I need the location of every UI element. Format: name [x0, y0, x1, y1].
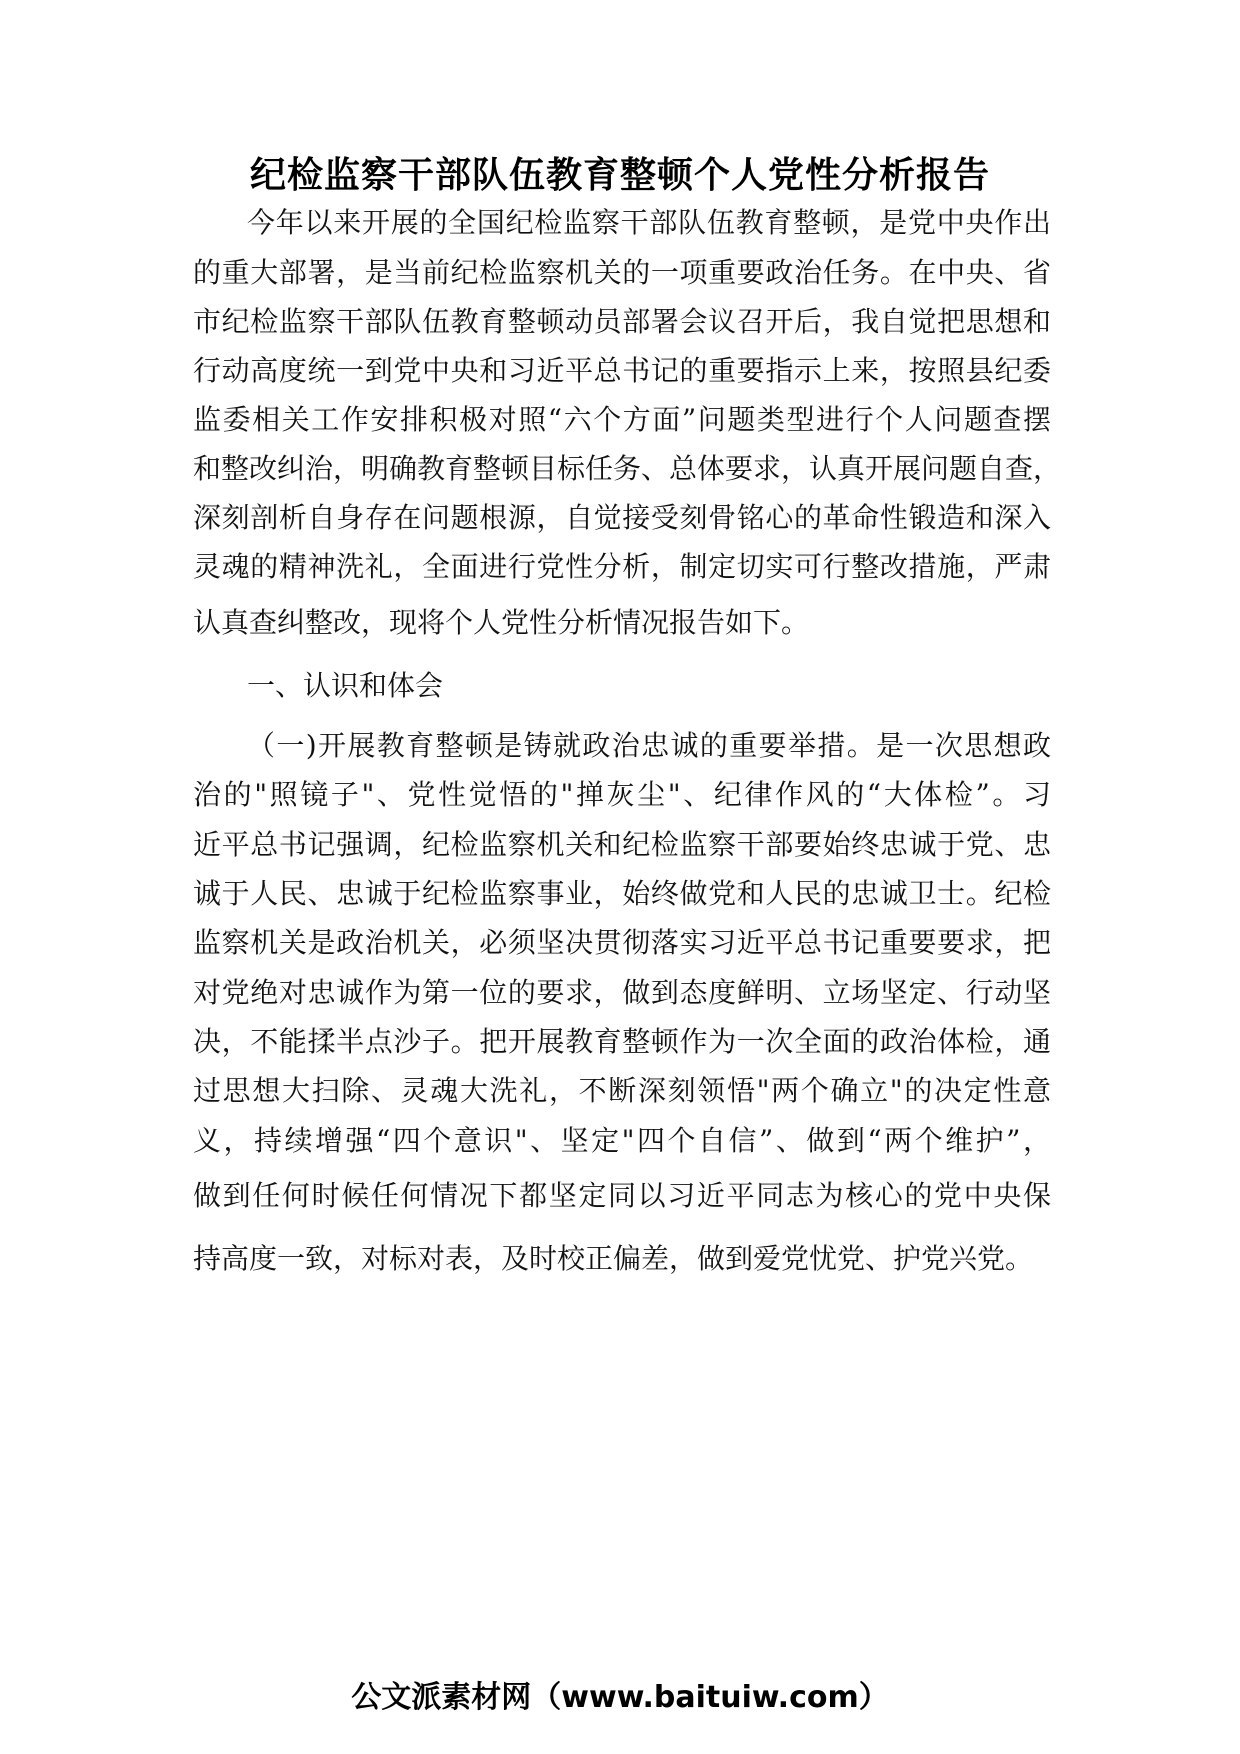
paragraph-1-line-1: 今年以来开展的全国纪检监察干部队伍教育整顿，是党中央作出 — [247, 206, 1051, 239]
paragraph-1-line-4: 行动高度统一到党中央和习近平总书记的重要指示上来，按照县纪委 — [193, 354, 1051, 387]
paragraph-2-line-8: 过思想大扫除、灵魂大洗礼，不断深刻领悟"两个确立"的决定性意 — [193, 1074, 1051, 1107]
paragraph-2-line-9: 义，持续增强“四个意识"、坚定"四个自信”、做到“两个维护”， — [193, 1124, 1051, 1157]
paragraph-1-line-6: 和整改纠治，明确教育整顿目标任务、总体要求，认真开展问题自查， — [193, 452, 1062, 485]
paragraph-1-line-3: 市纪检监察干部队伍教育整顿动员部署会议召开后，我自觉把思想和 — [193, 305, 1051, 338]
paragraph-1-line-8: 灵魂的精神洗礼，全面进行党性分析，制定切实可行整改措施，严肃 — [193, 550, 1051, 583]
paragraph-2-line-2: 治的"照镜子"、党性觉悟的"掸灰尘"、纪律作风的“大体检”。习 — [193, 778, 1051, 811]
paragraph-2-line-11: 持高度一致，对标对表，及时校正偏差，做到爱党忧党、护党兴党。 — [193, 1242, 1034, 1275]
paragraph-2-line-3: 近平总书记强调，纪检监察机关和纪检监察干部要始终忠诚于党、忠 — [193, 828, 1051, 861]
paragraph-2-line-7: 决，不能揉半点沙子。把开展教育整顿作为一次全面的政治体检，通 — [193, 1025, 1051, 1058]
paragraph-1-line-9: 认真查纠整改，现将个人党性分析情况报告如下。 — [193, 606, 810, 639]
paragraph-2-line-4: 诚于人民、忠诚于纪检监察事业，始终做党和人民的忠诚卫士。纪检 — [193, 877, 1051, 910]
footer-watermark: 公文派素材网（www.baituiw.com） — [351, 1680, 889, 1715]
paragraph-2-line-10: 做到任何时候任何情况下都坚定同以习近平同志为核心的党中央保 — [193, 1179, 1051, 1212]
paragraph-2-line-1: （一)开展教育整顿是铸就政治忠诚的重要举措。是一次思想政 — [247, 729, 1051, 762]
paragraph-1-line-2: 的重大部署，是当前纪检监察机关的一项重要政治任务。在中央、省 — [193, 256, 1051, 289]
document-title: 纪检监察干部队伍教育整顿个人党性分析报告 — [249, 155, 990, 196]
section-heading: 一、认识和体会 — [247, 669, 444, 702]
paragraph-2-line-5: 监察机关是政治机关，必须坚决贯彻落实习近平总书记重要要求，把 — [193, 926, 1051, 959]
paragraph-1-line-7: 深刻剖析自身存在问题根源，自觉接受刻骨铭心的革命性锻造和深入 — [193, 501, 1051, 534]
paragraph-1-line-5: 监委相关工作安排积极对照“六个方面”问题类型进行个人问题查摆 — [193, 403, 1051, 436]
paragraph-2-line-6: 对党绝对忠诚作为第一位的要求，做到态度鲜明、立场坚定、行动坚 — [193, 976, 1051, 1009]
